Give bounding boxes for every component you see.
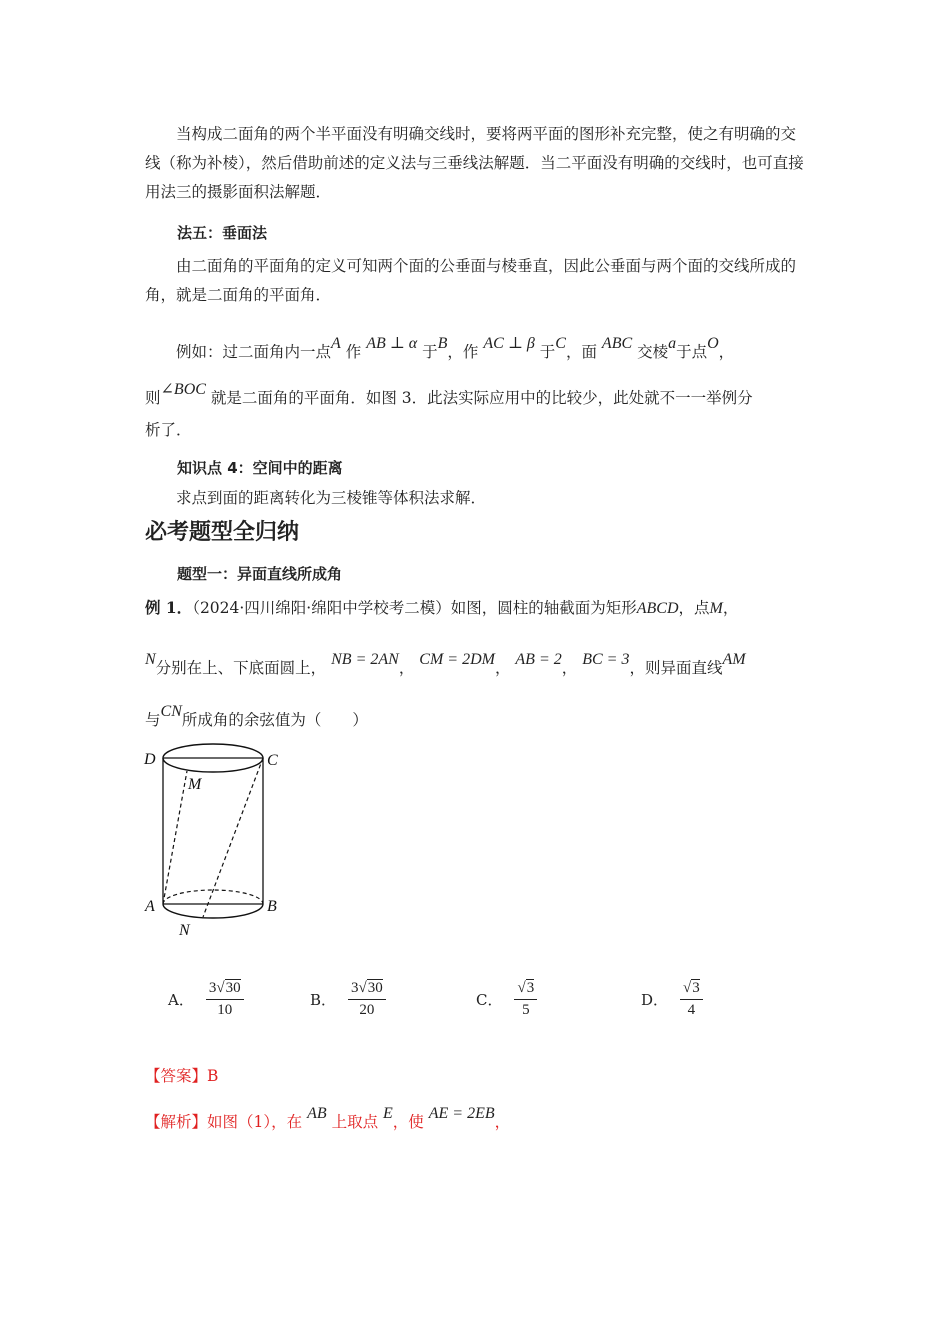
method5-paragraph: 由二面角的平面角的定义可知两个面的公垂面与棱垂直，因此公垂面与两个面的交线所成的角，就是二面角的平面角． (145, 257, 797, 304)
math-M: M (709, 600, 723, 617)
math-O: O (707, 335, 719, 352)
cylinder-figure (140, 738, 290, 943)
knowledge4-heading: 知识点 4：空间中的距离 (177, 459, 343, 477)
math-arc-AE-eq-2EB: AE = 2EB (428, 1105, 495, 1122)
option-c[interactable]: C． $\frac{√3}{5}$ (476, 980, 537, 1019)
math-ABCD: ABCD (636, 600, 679, 617)
math-AM: AM (722, 651, 746, 668)
option-b[interactable]: B． $\frac{3√30}{20}$ (310, 980, 386, 1019)
section-title: 必考题型全归纳 (145, 520, 300, 545)
method5-example-line3: 析了． (145, 421, 192, 439)
math-a: a (668, 335, 677, 352)
answer-label: 【答案】 (145, 1067, 208, 1085)
math-B: B (437, 335, 448, 352)
knowledge4-text: 求点到面的距离转化为三棱锥等体积法求解． (176, 489, 487, 507)
method5-heading: 法五：垂面法 (177, 224, 268, 242)
answer-line (145, 1064, 218, 1086)
label-B: B (267, 898, 277, 915)
option-a[interactable]: A． $\frac{3√30}{10}$ (168, 980, 244, 1019)
math-arc-CM-eq-2DM: CM = 2DM (419, 651, 495, 668)
option-a-fraction: $\frac{3√30}{10}$ (206, 980, 244, 1019)
intro-paragraph: 当构成二面角的两个半平面没有明确交线时，要将两平面的图形补充完整，使之有明确的交线（称为补棱），然后借助前述的定义法与三垂线法解题．当二平面没有明确的交线时，也可直接用法三的摄影面积法解题． (145, 125, 804, 201)
math-AB-eq-2: AB = 2 (515, 651, 562, 668)
option-d-fraction: $\frac{√3}{4}$ (680, 980, 703, 1019)
analysis-line: 【解析】如图（1），在 AB 上取点 E，使 AE = 2EB， (145, 1105, 511, 1131)
label-M: M (188, 776, 202, 793)
math-E: E (383, 1105, 393, 1122)
option-d[interactable]: D． $\frac{√3}{4}$ (641, 980, 703, 1019)
math-AC-perp-beta: AC ⊥ β (483, 335, 535, 352)
option-b-fraction: $\frac{3√30}{20}$ (348, 980, 386, 1019)
analysis-label: 【解析】 (145, 1113, 208, 1131)
example1-line3: 与CN所成角的余弦值为（ ） (145, 703, 368, 729)
example1-label: 例 1． (145, 598, 193, 617)
option-c-fraction: $\frac{√3}{5}$ (514, 980, 537, 1019)
math-arc-NB-eq-2AN: NB = 2AN (331, 651, 399, 668)
example1-line2: N分别在上、下底面圆上， NB = 2AN， CM = 2DM， AB = 2， BC = 3，则异面直线AM (145, 651, 746, 677)
math-N: N (145, 651, 156, 668)
bottom-front-arc (163, 904, 263, 918)
math-AB-perp-alpha: AB ⊥ α (366, 335, 418, 352)
label-D: D (144, 751, 156, 768)
math-ABC: ABC (601, 335, 633, 352)
math-arc-AB: AB (307, 1105, 327, 1122)
answer-value: B (207, 1067, 219, 1085)
label-N: N (179, 922, 190, 939)
segment-CN (203, 758, 263, 917)
segment-AM (163, 771, 187, 904)
math-A: A (331, 335, 341, 352)
math-angle-BOC: ∠BOC (160, 381, 206, 398)
example1-line1: 例 1．（2024·四川绵阳·绵阳中学校考二模）如图，圆柱的轴截面为矩形ABCD，点M， (145, 598, 739, 617)
method5-example-line2: 则∠BOC 就是二面角的平面角．如图 3．此法实际应用中的比较少，此处就不一一举例分 (145, 381, 753, 407)
type1-heading: 题型一：异面直线所成角 (177, 565, 343, 583)
method5-example-line1: 例如：过二面角内一点A 作 AB ⊥ α 于B，作 AC ⊥ β 于C，面 ABC 交棱a于点O， (176, 335, 735, 361)
math-BC-eq-3: BC = 3 (582, 651, 630, 668)
label-A: A (145, 898, 155, 915)
label-C: C (267, 752, 278, 769)
math-C: C (555, 335, 566, 352)
math-CN: CN (160, 703, 182, 720)
